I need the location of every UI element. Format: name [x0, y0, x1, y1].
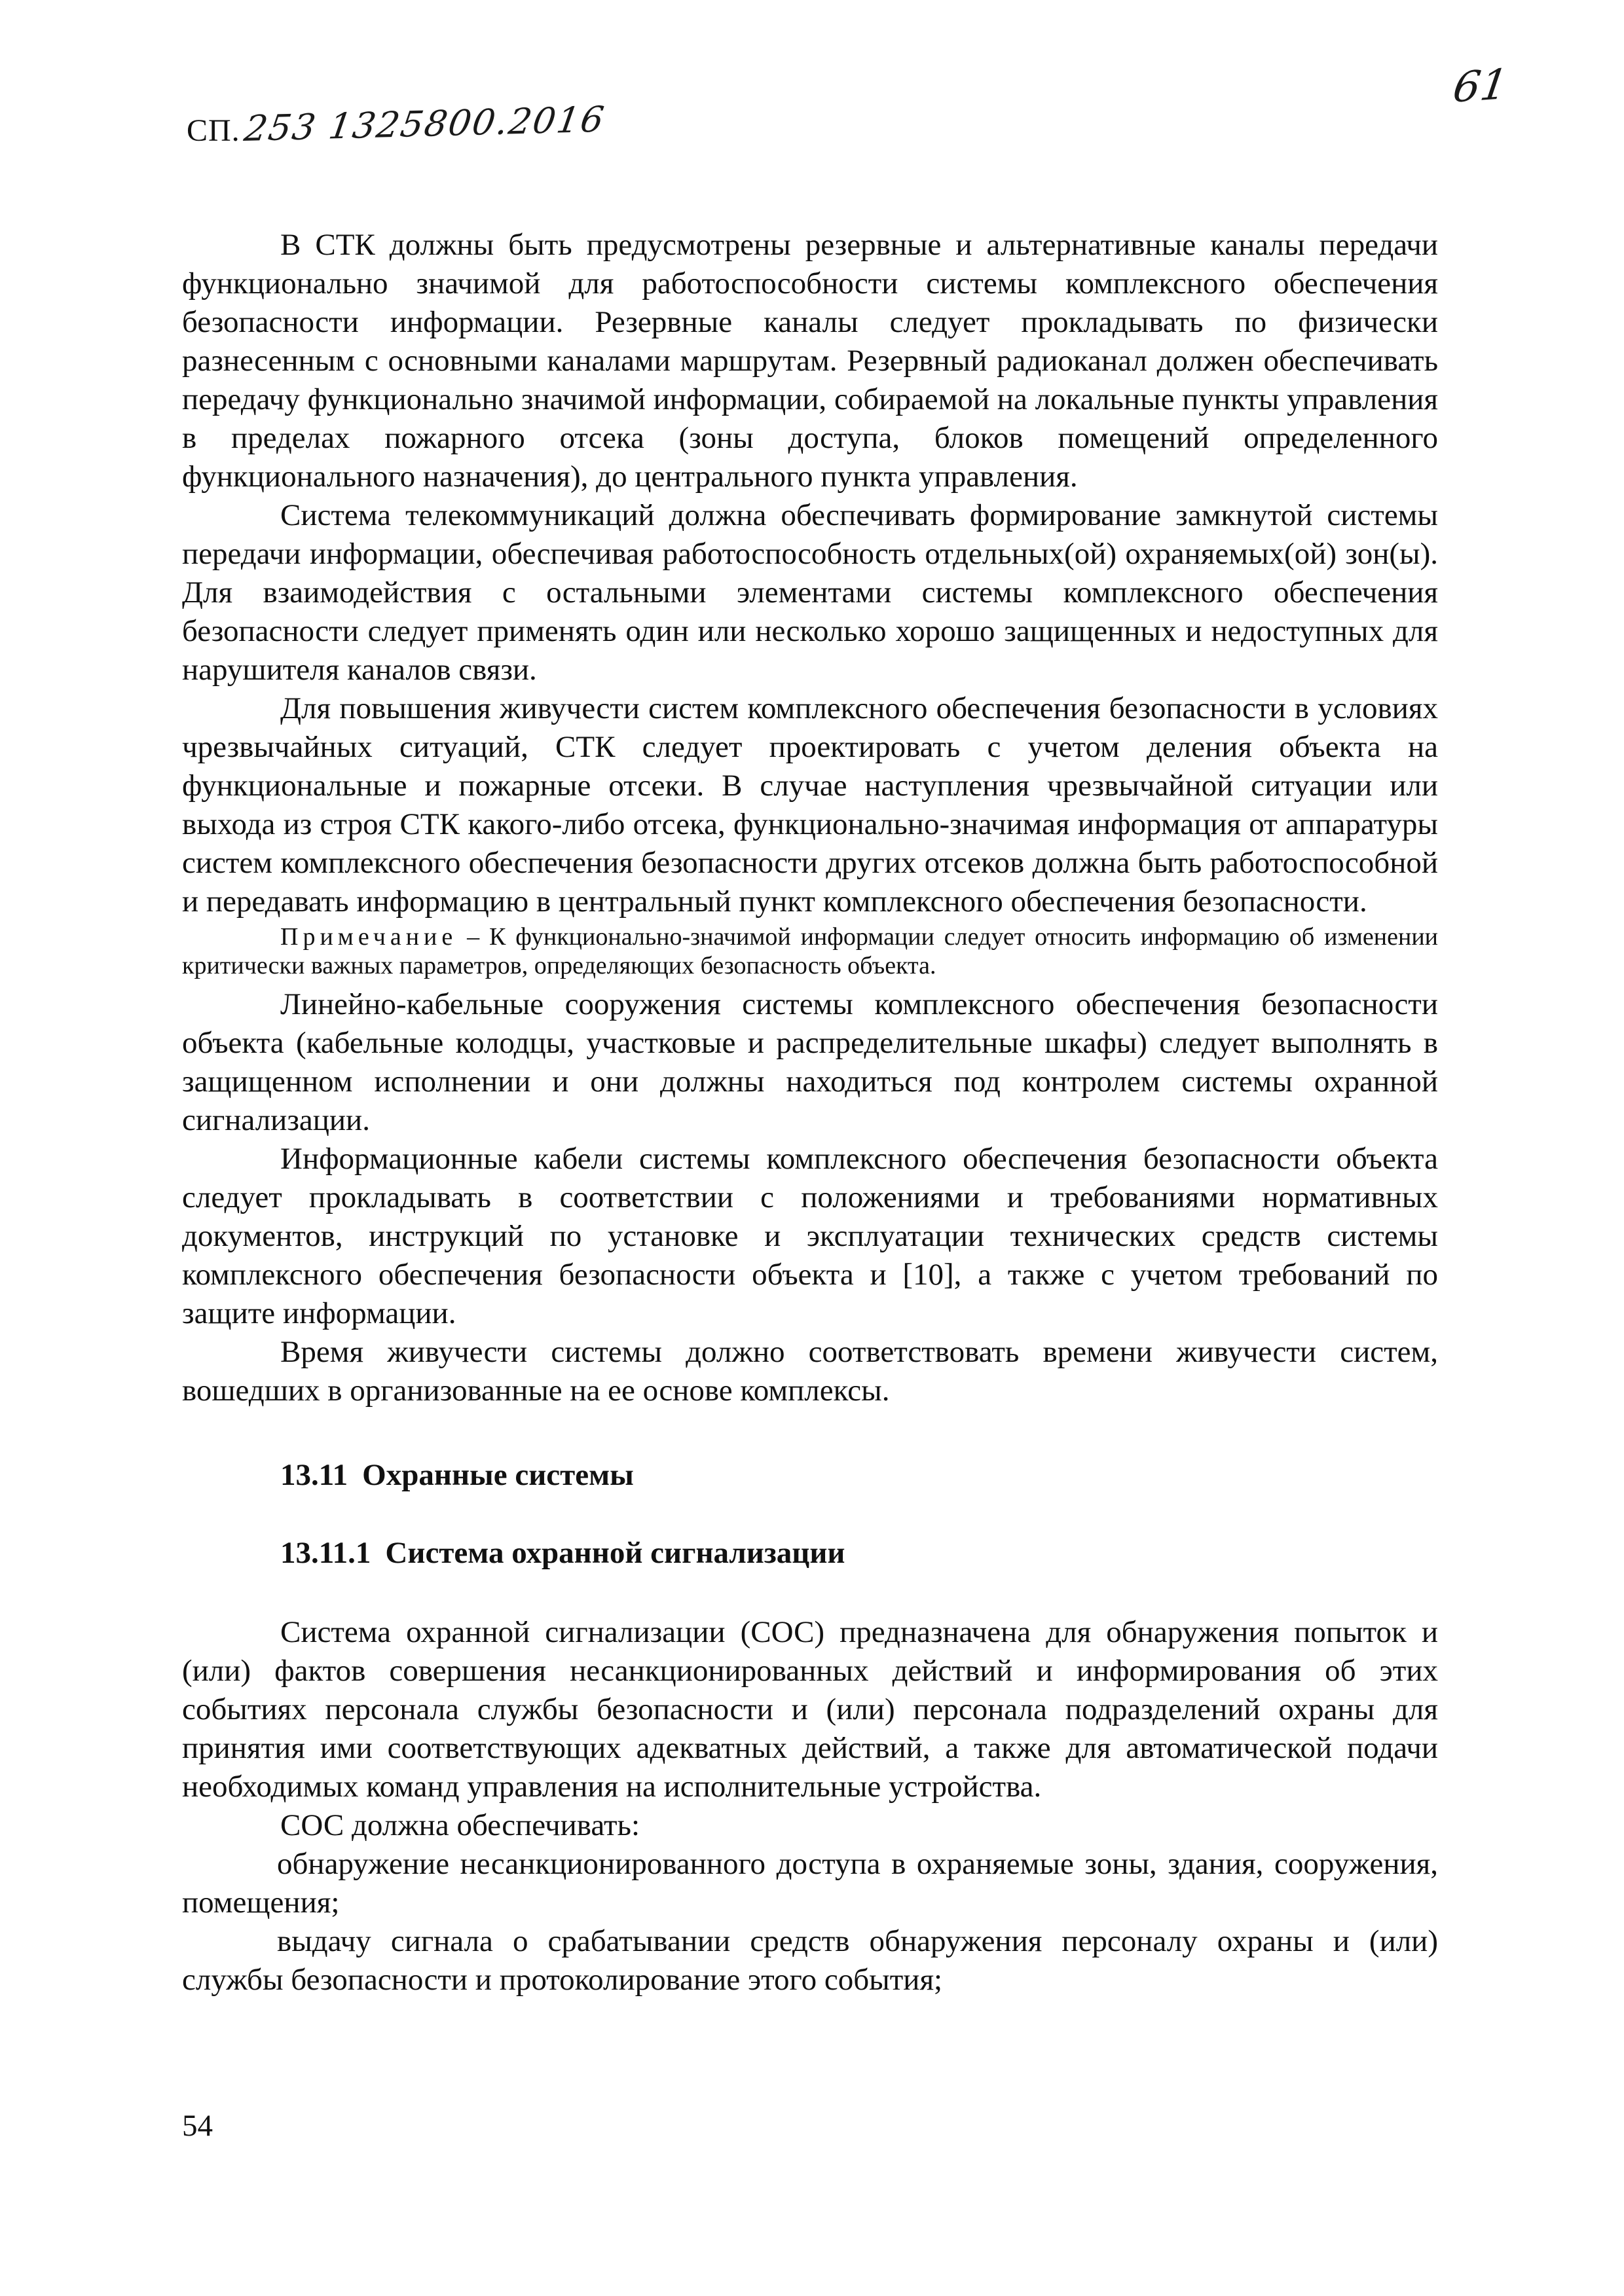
subsection-number: 13.11.1: [280, 1536, 371, 1570]
standard-prefix: СП.: [187, 113, 240, 148]
document-header: [187, 98, 608, 167]
document-body: [182, 226, 1438, 1999]
section-heading: [182, 1456, 1438, 1495]
paragraph-telecom-system: Система телекоммуникаций должна обеспечивать формирование замкнутой системы передачи информации, обеспечивая работоспособность отдельных(ой) охраняемых(ой) зон(ы). Для взаимодействия с остальными элементами системы комплексного обеспечения безопасности следует применять один или несколько хорошо защищенных и недоступных для нарушителя каналов связи.: [182, 498, 1438, 687]
paragraph-reserve-channels: В СТК должны быть предусмотрены резервные и альтернативные каналы передачи функционально значимой для работоспособности системы комплексного обеспечения безопасности информации. Резервные каналы следует прокладывать по физически разнесенным с основными каналами маршрутам. Резервный радиоканал должен обеспечивать передачу функционально значимой информации, собираемой на локальные пункты управления в пределах пожарного отсека (зоны доступа, блоков помещений определенного функционального назначения), до центрального пункта управления.: [182, 228, 1438, 494]
page-number: 54: [182, 2109, 213, 2143]
paragraph-survivability-time: Время живучести системы должно соответствовать времени живучести систем, вошедших в организованные на ее основе комплексы.: [182, 1335, 1438, 1408]
paragraph-sos-purpose: Система охранной сигнализации (СОС) предназначена для обнаружения попыток и (или) фактов совершения несанкционированных действий и информирования об этих событиях персонала службы безопасности и (или) персонала подразделений охраны для принятия ими соответствующих адекватных действий, а также для автоматической подачи необходимых команд управления на исполнительные устройства.: [182, 1615, 1438, 1804]
paragraph-sos-requirements-intro: СОС должна обеспечивать:: [280, 1808, 640, 1842]
handwritten-standard-code: 253 1325800.2016: [241, 98, 608, 149]
list-item: обнаружение несанкционированного доступа в охраняемые зоны, здания, сооружения, помещения;: [182, 1847, 1438, 1920]
paragraph-survivability: Для повышения живучести систем комплексного обеспечения безопасности в условиях чрезвычайных ситуаций, СТК следует проектировать с учетом деления объекта на функциональные и пожарные отсеки. В случае наступления чрезвычайной ситуации или выхода из строя СТК какого-либо отсека, функционально-значимая информация от аппаратуры систем комплексного обеспечения безопасности других отсеков должна быть работоспособной и передавать информацию в центральный пункт комплексного обеспечения безопасности.: [182, 691, 1438, 919]
subsection-heading: [182, 1534, 1438, 1573]
paragraph-cable-structures: Линейно-кабельные сооружения системы комплексного обеспечения безопасности объекта (кабельные колодцы, участковые и распределительные шкафы) следует выполнять в защищенном исполнении и они должны находиться под контролем системы охранной сигнализации.: [182, 987, 1438, 1137]
note-label: Примечание: [280, 923, 458, 951]
list-item: выдачу сигнала о срабатывании средств обнаружения персоналу охраны и (или) службы безопасности и протоколирование этого события;: [182, 1924, 1438, 1997]
paragraph-information-cables: Информационные кабели системы комплексного обеспечения безопасности объекта следует прокладывать в соответствии с положениями и требованиями нормативных документов, инструкций по установке и эксплуатации технических средств системы комплексного обеспечения безопасности объекта и [10], а также с учетом требований по защите информации.: [182, 1142, 1438, 1330]
note-paragraph: [182, 922, 1438, 980]
handwritten-page-mark: 61: [1450, 60, 1511, 113]
section-number: 13.11: [280, 1458, 348, 1492]
note-text: – К функционально-значимой информации следует относить информацию об изменении критически важных параметров, определяющих безопасность объекта.: [182, 923, 1438, 979]
subsection-title: Система охранной сигнализации: [385, 1536, 845, 1570]
section-title: Охранные системы: [362, 1458, 634, 1492]
